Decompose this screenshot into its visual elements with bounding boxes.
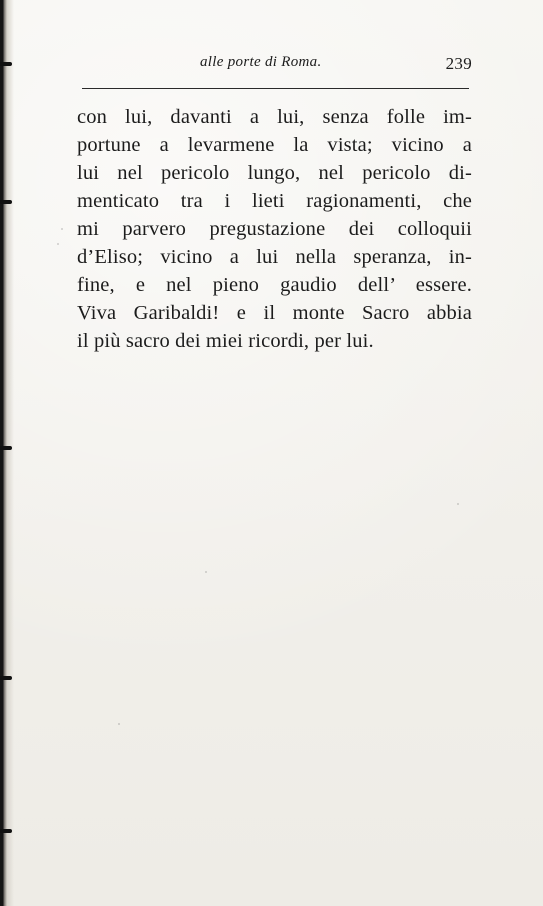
text-line: menticato tra i lieti ragionamenti, che xyxy=(77,190,472,212)
text-line: fine, e nel pieno gaudio dell’ essere. xyxy=(77,274,472,296)
book-spine xyxy=(0,0,14,906)
body-text xyxy=(77,103,472,355)
text-line: d’Eliso; vicino a lui nella speranza, in- xyxy=(77,246,472,268)
text-line: con lui, davanti a lui, senza folle im- xyxy=(77,106,472,128)
text-line: mi parvero pregustazione dei colloquii xyxy=(77,218,472,240)
text-line: lui nel pericolo lungo, nel pericolo di- xyxy=(77,162,472,184)
binding-stitch xyxy=(0,446,12,450)
binding-stitch xyxy=(0,62,12,66)
text-line: il più sacro dei miei ricordi, per lui. xyxy=(77,330,374,352)
paper-speck xyxy=(118,723,120,725)
binding-stitch xyxy=(0,200,12,204)
binding-stitch xyxy=(0,829,12,833)
paper-speck xyxy=(457,503,459,505)
binding-stitch xyxy=(0,676,12,680)
header-rule xyxy=(82,88,469,89)
text-line: Viva Garibaldi! e il monte Sacro abbia xyxy=(77,302,472,324)
paper-speck xyxy=(205,571,207,573)
page-number: 239 xyxy=(445,54,472,73)
running-title: alle porte di Roma. xyxy=(200,54,322,70)
paper-speck xyxy=(61,228,63,230)
page-header xyxy=(82,54,472,78)
paper-speck xyxy=(57,243,59,245)
text-line: portune a levarmene la vista; vicino a xyxy=(77,134,472,156)
